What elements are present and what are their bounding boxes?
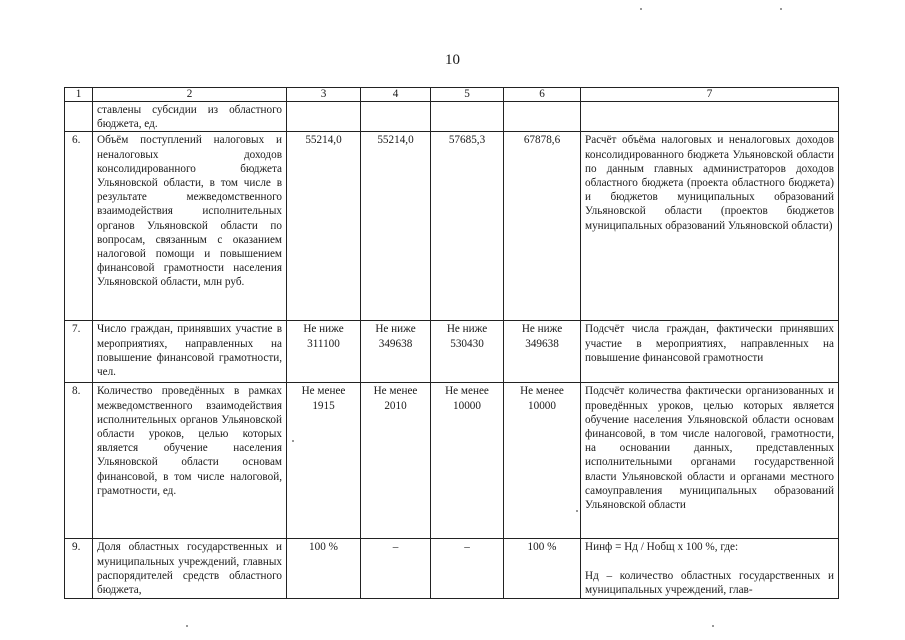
value-cell bbox=[361, 102, 431, 132]
scan-speck bbox=[712, 625, 714, 627]
value-cell: – bbox=[361, 539, 431, 599]
scan-speck bbox=[186, 625, 188, 627]
value-cell: 55214,0 bbox=[287, 132, 361, 321]
value-cell: Не менее 1915 bbox=[287, 383, 361, 539]
table-row bbox=[65, 132, 839, 321]
indicator-name-cell: ставлены субсидии из областного бюджета, ед. bbox=[93, 102, 287, 132]
value-cell: 100 % bbox=[287, 539, 361, 599]
row-number-cell: 9. bbox=[65, 539, 93, 599]
value-cell: Не менее 10000 bbox=[431, 383, 504, 539]
indicators-table bbox=[64, 87, 839, 599]
column-header: 7 bbox=[581, 88, 839, 102]
value-cell: Не ниже 349638 bbox=[361, 321, 431, 383]
scan-speck bbox=[576, 510, 578, 512]
value-cell: Не ниже 311100 bbox=[287, 321, 361, 383]
table-row-continuation bbox=[65, 102, 839, 132]
value-cell bbox=[287, 102, 361, 132]
row-number-cell bbox=[65, 102, 93, 132]
table-header-row bbox=[65, 88, 839, 102]
table-row bbox=[65, 539, 839, 599]
page-number: 10 bbox=[445, 52, 460, 68]
column-header: 6 bbox=[504, 88, 581, 102]
value-cell: 67878,6 bbox=[504, 132, 581, 321]
method-cell: Расчёт объёма налоговых и неналоговых доходов консолидированного бюджета Ульяновской области по данным главных администраторов доходов областного бюджета (проекта областного бюджета) и бюджетов муниципальных образований Ульяновской области (проектов бюджетов муниципальных образований Ульяновской области) bbox=[581, 132, 839, 321]
indicator-name-cell: Число граждан, принявших участие в мероприятиях, направленных на повышение финансовой грамотности, чел. bbox=[93, 321, 287, 383]
column-header: 3 bbox=[287, 88, 361, 102]
indicator-name-cell: Объём поступлений налоговых и неналоговых доходов консолидированного бюджета Ульяновской области, в том числе в результате межведомственного взаимодействия исполнительных органов Ульяновской области по вопросам, связанным с оказанием налоговой помощи и повышением финансовой грамотности населения Ульяновской области, млн руб. bbox=[93, 132, 287, 321]
column-header: 5 bbox=[431, 88, 504, 102]
method-cell bbox=[581, 102, 839, 132]
method-text: Нд – количество областных государственных и муниципальных учреждений, глав- bbox=[585, 569, 834, 596]
value-cell: 57685,3 bbox=[431, 132, 504, 321]
indicator-name-cell: Доля областных государственных и муниципальных учреждений, главных распорядителей средств областного бюджета, bbox=[93, 539, 287, 599]
indicator-name-cell: Количество проведённых в рамках межведомственного взаимодействия исполнительных органов Ульяновской области уроков, целью которых является обучение населения Ульяновской области основам финансовой, в том числе налоговой, грамотности, ед. bbox=[93, 383, 287, 539]
method-cell: Подсчёт количества фактически организованных и проведённых уроков, целью которых является обучение населения Ульяновской области основам финансовой, в том числе налоговой, грамотности, на основании данных, представленных исполнительными органами государственной власти Ульяновской области и органами местного самоуправления муниципальных образований Ульяновской области bbox=[581, 383, 839, 539]
value-cell: Не менее 10000 bbox=[504, 383, 581, 539]
value-cell: Не ниже 530430 bbox=[431, 321, 504, 383]
value-cell: 100 % bbox=[504, 539, 581, 599]
scan-speck bbox=[780, 8, 782, 10]
value-cell: – bbox=[431, 539, 504, 599]
row-number-cell: 8. bbox=[65, 383, 93, 539]
scan-speck bbox=[640, 8, 642, 10]
method-cell bbox=[581, 539, 839, 599]
table-row bbox=[65, 321, 839, 383]
column-header: 2 bbox=[93, 88, 287, 102]
value-cell bbox=[431, 102, 504, 132]
row-number-cell: 7. bbox=[65, 321, 93, 383]
table-row bbox=[65, 383, 839, 539]
method-cell: Подсчёт числа граждан, фактически принявших участие в мероприятиях, направленных на повышение финансовой грамотности bbox=[581, 321, 839, 383]
scan-speck bbox=[292, 440, 294, 442]
value-cell: 55214,0 bbox=[361, 132, 431, 321]
column-header: 1 bbox=[65, 88, 93, 102]
method-formula: Нинф = Нд / Нобщ х 100 %, где: bbox=[585, 541, 739, 554]
value-cell: Не ниже 349638 bbox=[504, 321, 581, 383]
row-number-cell: 6. bbox=[65, 132, 93, 321]
method-spacer bbox=[585, 555, 834, 569]
column-header: 4 bbox=[361, 88, 431, 102]
value-cell: Не менее 2010 bbox=[361, 383, 431, 539]
value-cell bbox=[504, 102, 581, 132]
